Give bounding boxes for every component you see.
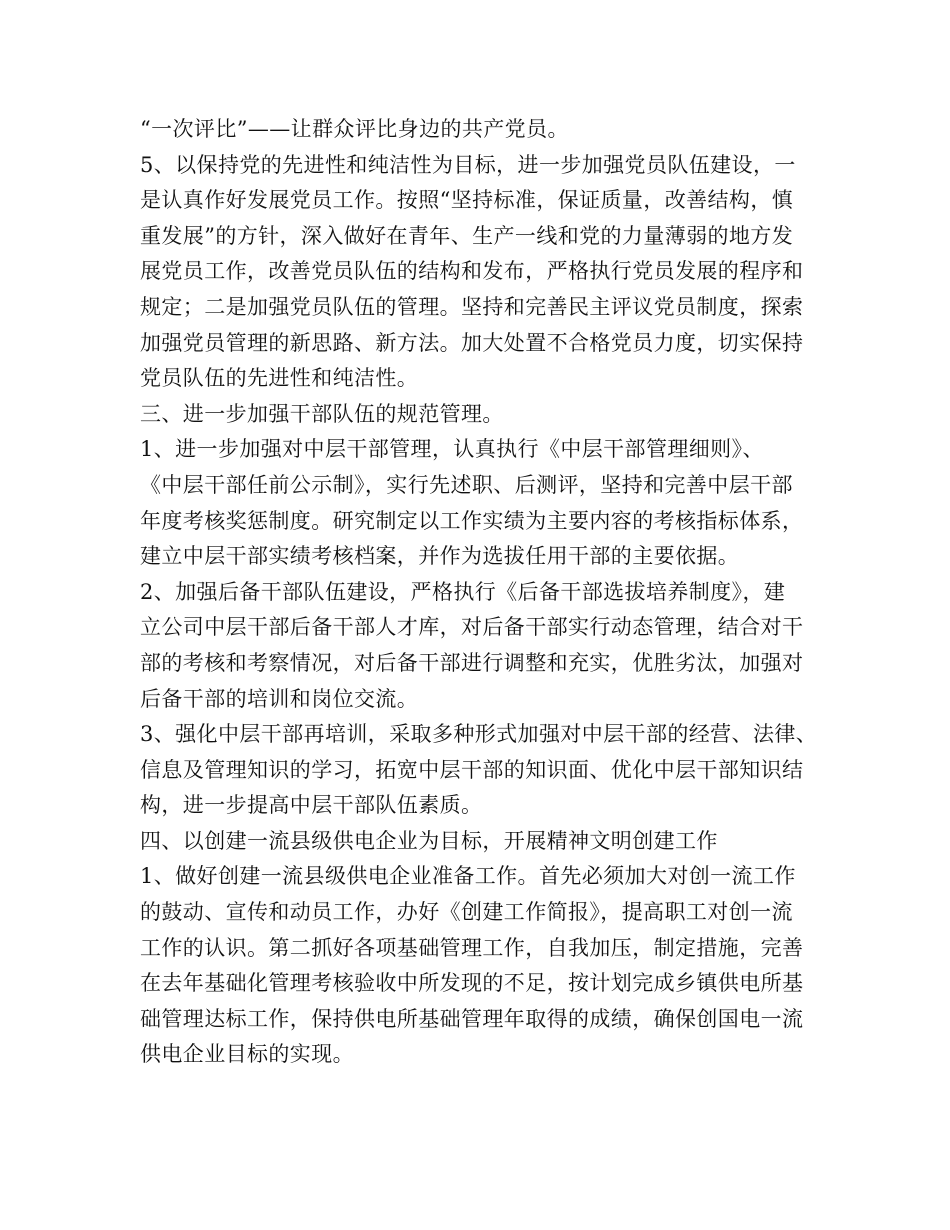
text-line-14: 2、加强后备干部队伍建设，严格执行《后备干部选拔培养制度》，建 (140, 579, 786, 604)
text-line-24: 工作的认识。第二抓好各项基础管理工作，自我加压，制定措施，完善 (140, 935, 804, 960)
text-line-16: 部的考核和考察情况，对后备干部进行调整和充实，优胜劣汰，加强对 (140, 650, 804, 675)
text-line-17: 后备干部的培训和岗位交流。 (140, 686, 419, 711)
section-heading-4: 四、以创建一流县级供电企业为目标，开展精神文明创建工作 (140, 828, 718, 853)
text-line-4: 重发展”的方针，深入做好在青年、生产一线和党的力量薄弱的地方发 (140, 223, 794, 248)
text-line-25: 在去年基础化管理考核验收中所发现的不足，按计划完成乡镇供电所基 (140, 971, 804, 996)
text-line-26: 础管理达标工作，保持供电所基础管理年取得的成绩，确保创国电一流 (140, 1006, 804, 1031)
document-body (140, 112, 840, 1073)
text-line-19: 信息及管理知识的学习，拓宽中层干部的知识面、优化中层干部知识结 (140, 757, 804, 782)
text-line-7: 加强党员管理的新思路、新方法。加大处置不合格党员力度，切实保持 (140, 330, 804, 355)
text-line-22: 1、做好创建一流县级供电企业准备工作。首先必须加大对创一流工作 (140, 864, 796, 889)
text-line-18: 3、强化中层干部再培训，采取多种形式加强对中层干部的经营、法律、 (140, 722, 818, 747)
text-line-15: 立公司中层干部后备干部人才库，对后备干部实行动态管理，结合对干 (140, 615, 804, 640)
text-line-1: “一次评比”——让群众评比身边的共产党员。 (140, 117, 569, 141)
text-line-12: 年度考核奖惩制度。研究制定以工作实绩为主要内容的考核指标体系， (140, 508, 804, 533)
text-line-8: 党员队伍的先进性和纯洁性。 (140, 366, 419, 391)
text-line-3: 是认真作好发展党员工作。按照“坚持标准，保证质量，改善结构，慎 (140, 188, 794, 213)
text-line-20: 构，进一步提高中层干部队伍素质。 (140, 793, 483, 818)
text-line-2: 5、以保持党的先进性和纯洁性为目标，进一步加强党员队伍建设，一 (140, 152, 796, 177)
text-line-11: 《中层干部任前公示制》，实行先述职、后测评，坚持和完善中层干部 (140, 472, 793, 497)
text-line-10: 1、进一步加强对中层干部管理，认真执行《中层干部管理细则》、 (140, 437, 764, 462)
text-line-5: 展党员工作，改善党员队伍的结构和发布，严格执行党员发展的程序和 (140, 259, 804, 284)
text-line-27: 供电企业目标的实现。 (140, 1042, 354, 1067)
text-line-23: 的鼓动、宣传和动员工作，办好《创建工作简报》，提高职工对创一流 (140, 900, 793, 925)
text-line-6: 规定；二是加强党员队伍的管理。坚持和完善民主评议党员制度，探索 (140, 294, 804, 319)
section-heading-3: 三、进一步加强干部队伍的规范管理。 (140, 401, 504, 426)
text-line-13: 建立中层干部实绩考核档案，并作为选拔任用干部的主要依据。 (140, 544, 740, 569)
